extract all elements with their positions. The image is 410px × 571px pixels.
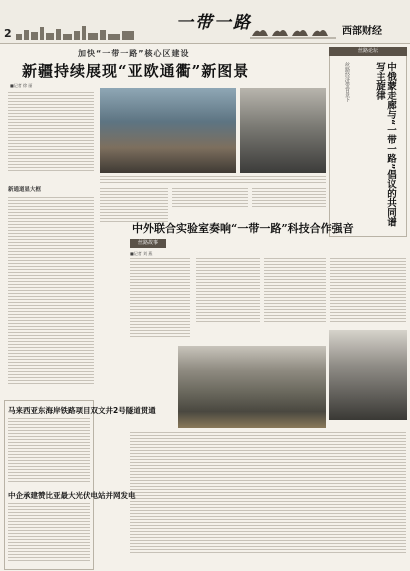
second-article-tag: 丝路故事 [130,239,166,248]
photo-freight-trucks [240,88,326,173]
lead-body-column-1b [8,197,94,384]
section-head-left: 新通道显大框 [8,187,42,193]
news-brief-body-2 [8,503,90,561]
second-article-column-4 [330,258,406,322]
sidebar-head: 丝路论坛 [329,47,407,56]
lead-kicker: 加快“一带一路”核心区建设 [78,49,190,58]
lead-body-column-3 [172,188,248,207]
news-brief-headline-2: 中企承建赞比亚最大光伏电站并网发电 [8,491,136,500]
photo-railway-station [100,88,236,173]
second-article-headline: 中外联合实验室奏响“一带一路”科技合作强音 [132,222,354,235]
lead-body-column-2 [100,188,168,222]
news-brief-headline-1: 马来西亚东海岸铁路项目双文井2号隧道贯通 [8,406,156,415]
lead-body-column-4 [252,188,326,207]
news-brief-body-1 [8,418,90,482]
second-article-column-3 [264,258,326,322]
photo-captions [100,176,326,183]
sidebar-headline: 中俄蒙走廊与“一带一路”倡议的共同谱写主旋律 [374,62,396,227]
skyline-illustration [16,24,134,40]
second-article-byline: ■记者 刘 燕 [130,251,153,256]
page-number: 2 [4,27,12,40]
lead-body-column-1 [8,92,94,171]
second-article-column-1 [130,258,190,337]
photo-field-researcher [329,330,407,420]
second-article-column-2 [196,258,260,322]
publication-name: 西部财经 [342,26,382,37]
camel-caravan-illustration [250,22,336,40]
lead-byline: ■记者 徐 丽 [10,83,33,88]
lead-headline: 新疆持续展现“亚欧通衢”新图景 [22,62,250,80]
section-brand: 一带一路 [176,13,252,33]
sidebar-note: 丝路经济带背景下 [344,62,350,102]
